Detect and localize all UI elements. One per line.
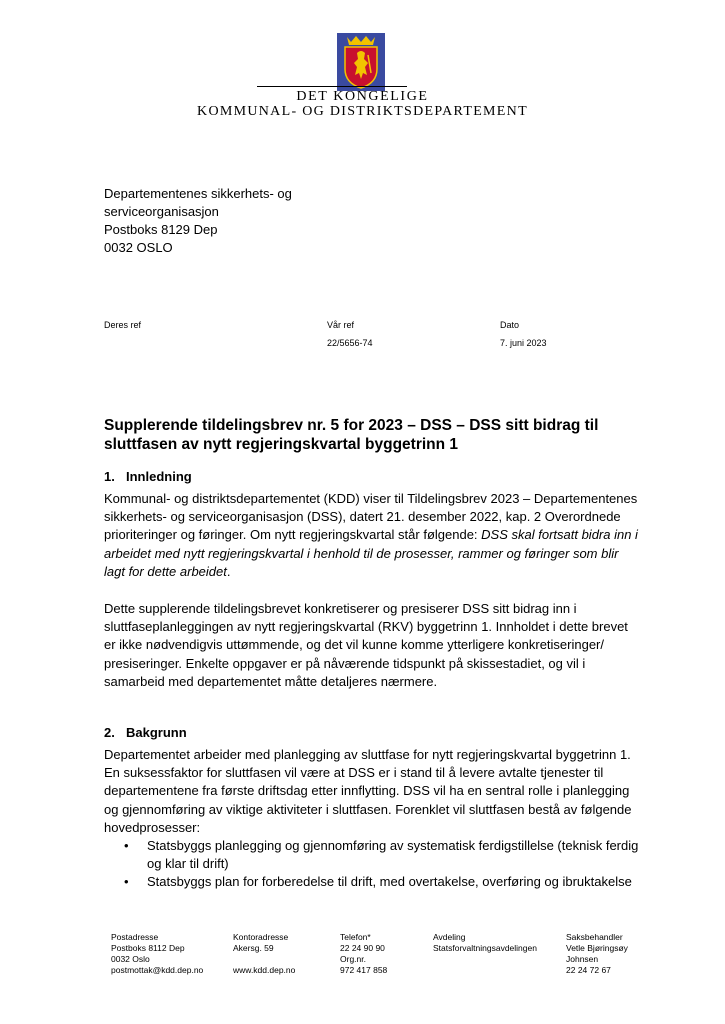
italic-text: arbeidet med nytt regjeringskvartal i henhold til de prosesser, rammer og føringer som blir — [104, 545, 619, 561]
text-line — [104, 526, 664, 544]
section-number: 1. — [104, 469, 115, 484]
footer-case-officer — [566, 932, 628, 976]
text-run: . — [226, 563, 231, 579]
footer-line: 0032 Oslo — [111, 954, 150, 964]
text-line: Departementet arbeider med planlegging av sluttfase for nytt regjeringskvartal byggetrinn 1. — [104, 747, 631, 762]
italic-text: DSS skal fortsatt bidra inn i — [481, 527, 638, 543]
footer-line: Saksbehandler — [566, 932, 623, 942]
text-line: sluttfaseplanleggingen av nytt regjeringskvartal (RKV) byggetrinn 1. Innholdet i dette brevet — [104, 619, 628, 635]
footer-line: 22 24 90 90 — [340, 943, 385, 953]
section-1-heading — [104, 469, 192, 484]
footer-email[interactable]: postmottak@kdd.dep.no — [111, 965, 204, 975]
text-line: sikkerhets- og serviceorganisasjon (DSS), datert 21. desember 2022, kap. 2 Overordnede — [104, 509, 621, 525]
list-item — [104, 873, 664, 891]
text-line — [104, 545, 664, 563]
letterhead-rule — [257, 86, 407, 87]
text-line: samarbeid med departementet måtte detaljeres nærmere. — [104, 673, 438, 689]
footer-line: Telefon* — [340, 932, 371, 942]
footer-line: Postboks 8112 Dep — [111, 943, 185, 953]
date-value: 7. juni 2023 — [500, 338, 547, 348]
dept-line-1: DET KONGELIGE — [296, 89, 429, 104]
deres-ref-label: Deres ref — [104, 320, 142, 330]
footer-line: Vetle Bjøringsøy — [566, 943, 628, 953]
footer-phone — [340, 932, 387, 976]
var-ref-value: 22/5656-74 — [327, 338, 373, 348]
footer-website[interactable]: www.kdd.dep.no — [233, 965, 296, 975]
section-2-paragraph-1 — [104, 746, 664, 837]
footer-line: 972 417 858 — [340, 965, 388, 975]
text-line: hovedprosesser: — [104, 819, 201, 835]
footer-line: Johnsen — [566, 954, 599, 964]
footer-department — [433, 932, 537, 954]
italic-text: lagt for dette arbeidet — [104, 563, 227, 579]
coat-of-arms-icon — [337, 33, 385, 91]
dept-line-2: KOMMUNAL- OG DISTRIKTSDEPARTEMENT — [197, 104, 528, 119]
footer-line — [233, 954, 295, 965]
footer-postal — [111, 932, 203, 976]
footer-line: Postadresse — [111, 932, 159, 942]
footer-office — [233, 932, 295, 976]
list-item — [104, 837, 664, 873]
footer-line: Akersg. 59 — [233, 943, 274, 953]
section-2-heading — [104, 725, 187, 740]
text-line — [104, 563, 664, 581]
text-line: Kommunal- og distriktsdepartementet (KDD) viser til Tildelingsbrev 2023 – Departementenes — [104, 491, 638, 506]
process-list — [104, 837, 664, 892]
section-1-paragraph-2 — [104, 600, 664, 691]
footer-line: 22 24 72 67 — [566, 965, 611, 975]
recipient-line: Postboks 8129 Dep — [104, 222, 218, 237]
text-line: departementene fra første driftsdag etter innflytting. DSS vil ha en sentral rolle i planlegging — [104, 783, 630, 799]
var-ref-label: Vår ref — [327, 320, 355, 330]
footer-line: Org.nr. — [340, 954, 366, 964]
section-title: Innledning — [126, 469, 192, 484]
footer-line: Statsforvaltningsavdelingen — [433, 943, 537, 953]
footer-line: Avdeling — [433, 932, 466, 942]
text-line: presiseringer. Enkelte oppgaver er på nåværende tidspunkt på skissestadiet, og vil i — [104, 655, 586, 671]
text-line: er ikke nødvendigvis uttømmende, og det vil kunne komme ytterligere konkretiseringer/ — [104, 637, 604, 653]
recipient-address — [104, 185, 292, 257]
text-line: • Statsbyggs planlegging og gjennomføring av systematisk ferdigstillelse (teknisk ferdig — [147, 838, 639, 853]
text-line: Dette supplerende tildelingsbrevet konkretiserer og presiserer DSS sitt bidrag inn i — [104, 601, 577, 616]
letter-title: Supplerende tildelingsbrev nr. 5 for 2023 – DSS – DSS sitt bidrag til sluttfasen av nytt regjeringskvartal byggetrinn 1 — [104, 417, 599, 453]
text-line: og klar til drift) — [147, 856, 229, 872]
section-number: 2. — [104, 725, 115, 740]
text-line: En suksessfaktor for sluttfasen vil være at DSS er i stand til å levere avtalte tjenester til — [104, 765, 604, 781]
recipient-line: 0032 OSLO — [104, 240, 173, 255]
text-line: • Statsbyggs plan for forberedelse til drift, med overtakelse, overføring og ibruktakelse — [147, 874, 632, 890]
text-line: og gjennomføring av viktige aktiviteter i sluttfasen. Forenklet vil sluttfasen bestå av følgende — [104, 801, 632, 817]
recipient-line: Departementenes sikkerhets- og — [104, 186, 292, 201]
footer-line: Kontoradresse — [233, 932, 289, 942]
recipient-line: serviceorganisasjon — [104, 204, 219, 219]
section-title: Bakgrunn — [126, 725, 187, 740]
text-run: prioriteringer og føringer. Om nytt regjeringskvartal står følgende: — [104, 527, 482, 543]
date-label: Dato — [500, 320, 520, 330]
section-1-paragraph-1 — [104, 490, 664, 581]
